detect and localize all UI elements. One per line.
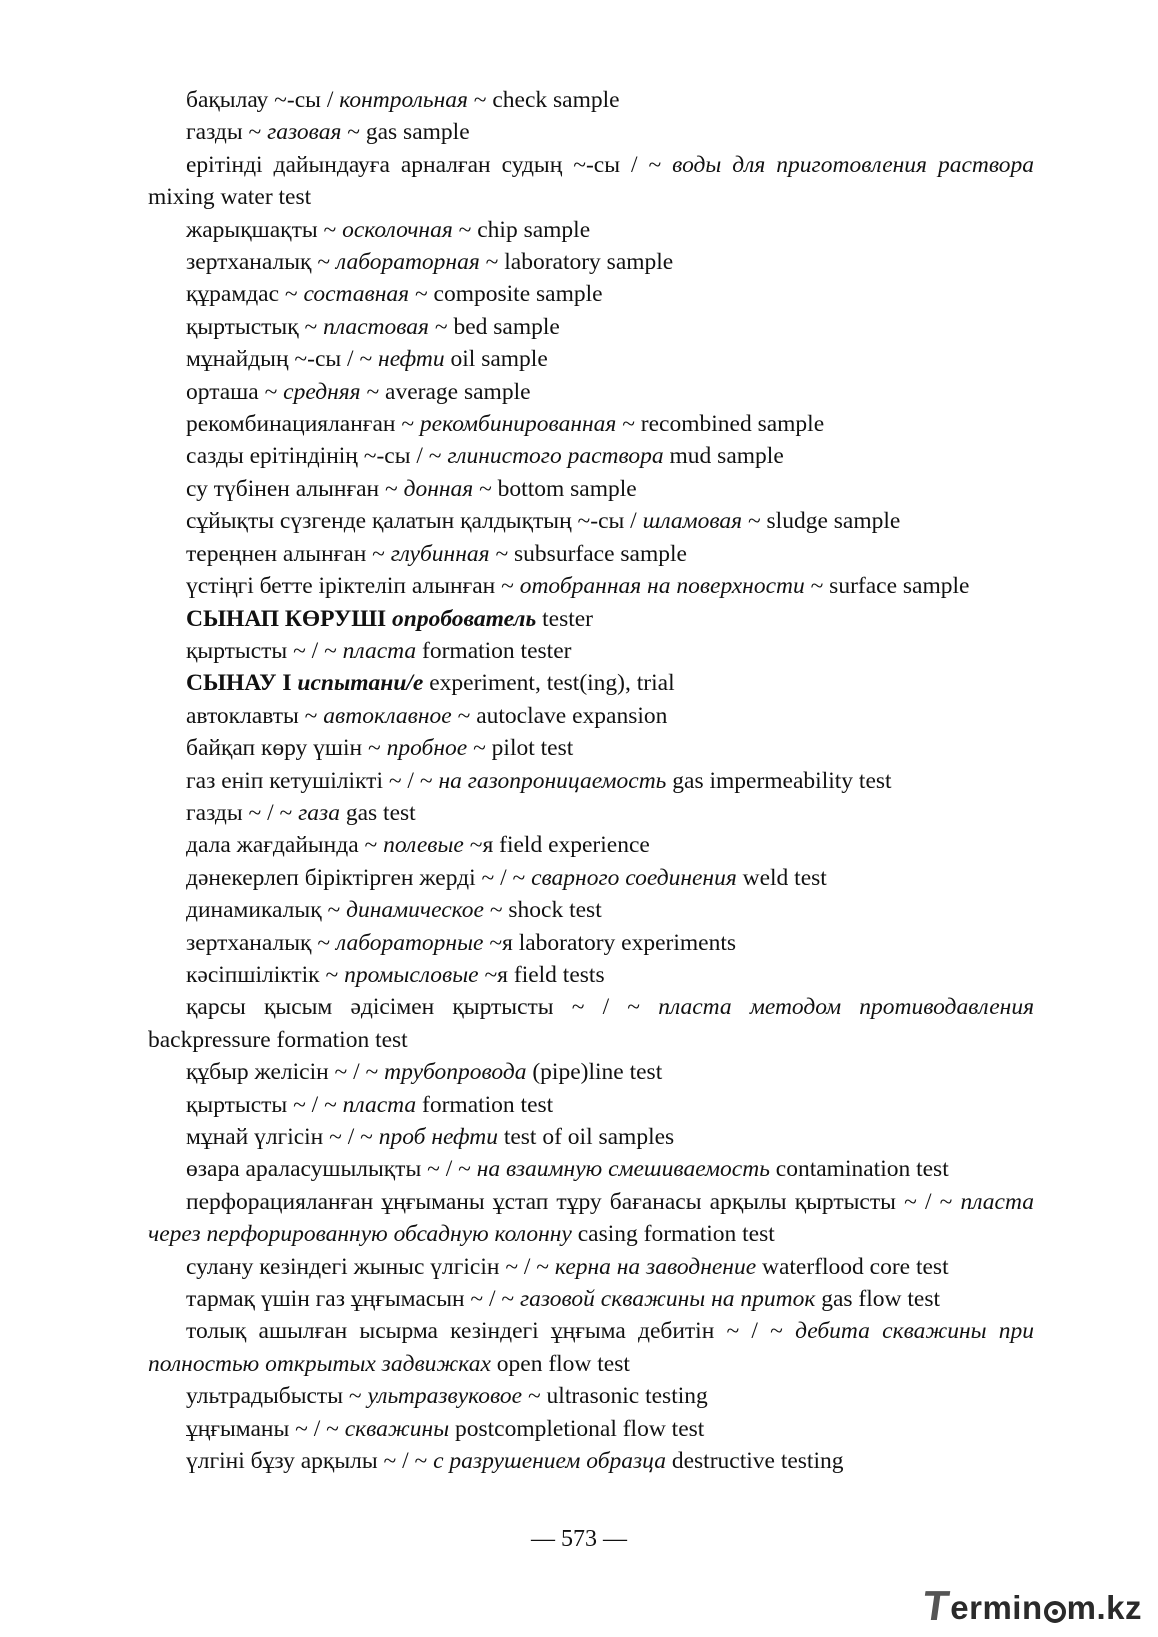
entry-text: қарсы қысым әдісімен қыртысты ~ / ~ [186, 994, 659, 1021]
entry-text: бақылау ~-сы / [186, 87, 340, 113]
entry-text: зертханалық ~ [186, 929, 336, 956]
entry-text: postcompletional flow test [449, 1415, 705, 1442]
entry-text: тармақ үшін газ ұңғымасын ~ / ~ [186, 1286, 521, 1313]
russian-term: с разрушением образца [433, 1448, 666, 1475]
entry-text: ~ check sample [467, 87, 620, 113]
russian-term: осколочная [342, 216, 453, 243]
dictionary-entry [148, 149, 1034, 214]
russian-term: газовая [267, 119, 342, 146]
russian-headword: опробователь [392, 605, 537, 632]
entry-text: ұңғыманы ~ / ~ [186, 1415, 345, 1442]
entry-text: oil sample [444, 346, 548, 373]
entry-text: дәнекерлеп біріктірген жерді ~ / ~ [186, 864, 532, 891]
entry-text: үстіңгі бетте іріктеліп алынған ~ [186, 573, 520, 600]
russian-term: нефти [378, 346, 445, 373]
entry-text: ~ bottom sample [473, 475, 637, 502]
russian-term: пробное [386, 735, 468, 762]
dictionary-entry [148, 408, 1034, 440]
entry-text: кәсіпшіліктік ~ [186, 961, 345, 988]
entry-text: ~ autoclave expansion [451, 702, 668, 729]
russian-term: лабораторные [335, 929, 484, 956]
entry-text: ~я field tests [478, 961, 605, 988]
watermark-text-part1: ermin [950, 1589, 1043, 1626]
entry-text: автоклавты ~ [186, 702, 324, 729]
dictionary-entry [148, 700, 1034, 732]
entry-text: gas flow test [815, 1286, 940, 1313]
dictionary-entry [148, 84, 1034, 116]
entry-text: тереңнен алынған ~ [186, 540, 391, 567]
entry-text: газ еніп кетушілікті ~ / ~ [186, 767, 439, 794]
russian-term: контрольная [339, 87, 468, 113]
entry-text: ерітінді дайындауға арналған судың ~-сы / ~ [186, 151, 673, 178]
russian-term: составная [303, 281, 410, 308]
entry-text: ультрадыбысты ~ [186, 1383, 368, 1410]
russian-term: пласта [342, 637, 417, 664]
russian-term: керна на заводнение [554, 1253, 757, 1280]
russian-term: дебита скважины при полностью открытых задвижках [148, 1318, 1034, 1377]
dictionary-entry [148, 570, 1034, 602]
dictionary-entry [148, 278, 1034, 310]
entry-text: open flow test [490, 1350, 630, 1377]
entry-text: waterflood core test [756, 1253, 949, 1280]
entry-text: ~ pilot test [467, 735, 574, 762]
dictionary-entry [148, 765, 1034, 797]
dictionary-entry [148, 214, 1034, 246]
entry-text: қыртысты ~ / ~ [186, 637, 343, 664]
dictionary-entry [148, 991, 1034, 1056]
dictionary-entry [148, 376, 1034, 408]
dictionary-entry [148, 732, 1034, 764]
entry-text: дала жағдайында ~ [186, 832, 384, 859]
entry-text: ~ shock test [483, 897, 602, 924]
entry-text: ~ bed sample [428, 313, 560, 340]
entry-text: ~ gas sample [341, 119, 470, 146]
dictionary-entry [148, 667, 1034, 699]
headword: СЫНАП КӨРУШІ [186, 605, 387, 632]
entry-text: mixing water test [148, 184, 312, 211]
entry-text: орташа ~ [186, 378, 284, 405]
dictionary-entry [148, 927, 1034, 959]
site-watermark-logo [919, 1582, 1142, 1629]
entry-text: mud sample [663, 443, 784, 470]
dictionary-entry [148, 246, 1034, 278]
entry-text: сазды ерітіндінің ~-сы / ~ [186, 443, 448, 470]
headword: СЫНАУ І [186, 670, 292, 697]
dictionary-entry [148, 440, 1034, 472]
russian-term: газовой скважины на приток [520, 1286, 816, 1313]
dictionary-entry [148, 1186, 1034, 1251]
russian-term: сварного соединения [531, 864, 737, 891]
russian-term: пласта методом противодавления [658, 994, 1034, 1021]
entry-text: experiment, test(ing), trial [423, 670, 675, 697]
watermark-text-part2: m.kz [1066, 1589, 1142, 1626]
entry-text: (pipe)line test [526, 1059, 663, 1086]
entry-text: газды ~ [186, 119, 268, 146]
dictionary-entry [148, 1380, 1034, 1412]
entry-text: formation tester [416, 637, 572, 664]
russian-term: шламовая [642, 508, 743, 535]
dictionary-entry [148, 1121, 1034, 1153]
dictionary-entry [148, 1445, 1034, 1477]
entry-text: ~ recombined sample [616, 411, 825, 438]
entry-text: ~ composite sample [409, 281, 603, 308]
entry-text: өзара араласушылықты ~ / ~ [186, 1156, 477, 1183]
entry-text: зертханалық ~ [186, 249, 336, 276]
dictionary-entry [148, 116, 1034, 148]
russian-term: трубопровода [384, 1059, 527, 1086]
entry-text: ~ subsurface sample [489, 540, 687, 567]
dictionary-entry [148, 1315, 1034, 1380]
dictionary-entry [148, 473, 1034, 505]
logo-t-glyph-icon: T [919, 1582, 953, 1629]
page-number: — 573 — [531, 1526, 627, 1552]
russian-term: промысловые [344, 961, 479, 988]
entry-text: gas impermeability test [666, 767, 892, 794]
entry-text: мұнай үлгісін ~ / ~ [186, 1124, 379, 1150]
dictionary-entry [148, 797, 1034, 829]
russian-term: пластовая [323, 313, 429, 340]
russian-term: на газопроницаемость [438, 767, 667, 794]
russian-term: глинистого раствора [447, 443, 664, 470]
entry-text: динамикалық ~ [186, 897, 347, 924]
dictionary-entry [148, 1283, 1034, 1315]
russian-term: динамическое [346, 897, 484, 924]
entry-text: ~ ultrasonic testing [522, 1383, 708, 1410]
entry-text: газды ~ / ~ [186, 799, 299, 826]
dictionary-entry [148, 603, 1034, 635]
dictionary-entry [148, 829, 1034, 861]
dictionary-entry [148, 1089, 1034, 1121]
entry-text: қыртыстық ~ [186, 313, 324, 340]
entry-text: ~ average sample [360, 378, 531, 405]
entry-text: tester [536, 605, 593, 632]
russian-term: донная [403, 475, 474, 502]
russian-term: автоклавное [323, 702, 452, 729]
entry-text: құрамдас ~ [186, 281, 304, 308]
entry-text: contamination test [769, 1156, 949, 1183]
entry-text: gas test [339, 799, 416, 826]
entry-text: test of oil samples [497, 1124, 675, 1150]
entry-text: ~ laboratory sample [479, 249, 674, 276]
russian-term: лабораторная [335, 249, 480, 276]
russian-term: газа [298, 799, 340, 826]
entry-text: ~я field experience [463, 832, 650, 859]
dictionary-entry [148, 959, 1034, 991]
entry-text: сұйықты сүзгенде қалатын қалдықтың ~-сы / [186, 508, 643, 535]
dictionary-entry [148, 311, 1034, 343]
dictionary-entries [148, 84, 1034, 1477]
dictionary-entry [148, 1413, 1034, 1445]
russian-term: рекомбинированная [419, 411, 617, 438]
russian-headword: испытани/е [297, 670, 424, 697]
russian-term: ультразвуковое [367, 1383, 523, 1410]
entry-text: рекомбинацияланған ~ [186, 411, 420, 438]
entry-text: ~ chip sample [452, 216, 591, 243]
dictionary-entry [148, 1153, 1034, 1185]
entry-text: ~ sludge sample [742, 508, 901, 535]
entry-text: ~я laboratory experiments [483, 929, 737, 956]
dictionary-entry [148, 505, 1034, 537]
russian-term: скважины [344, 1415, 450, 1442]
entry-text: formation test [416, 1091, 554, 1118]
entry-text: destructive testing [665, 1448, 844, 1475]
russian-term: глубинная [390, 540, 490, 567]
dictionary-entry [148, 1056, 1034, 1088]
russian-term: воды для приготовления раствора [672, 151, 1034, 178]
entry-text: перфорацияланған ұңғыманы ұстап тұру бағанасы арқылы қыртысты ~ / ~ [186, 1188, 961, 1215]
logo-o-ring-icon [1044, 1601, 1066, 1623]
entry-text: casing formation test [571, 1221, 775, 1248]
russian-term: средняя [283, 378, 361, 405]
entry-text: байқап көру үшін ~ [186, 735, 387, 762]
russian-term: отобранная на поверхности [519, 573, 805, 600]
dictionary-entry [148, 862, 1034, 894]
entry-text: мұнайдың ~-сы / ~ [186, 346, 379, 373]
entry-text: ~ surface sample [804, 573, 970, 600]
russian-term: проб нефти [378, 1124, 498, 1150]
entry-text: сулану кезіндегі жыныс үлгісін ~ / ~ [186, 1253, 555, 1280]
entry-text: backpressure formation test [148, 1026, 408, 1053]
entry-text: құбыр желісін ~ / ~ [186, 1059, 385, 1086]
dictionary-entry [148, 538, 1034, 570]
russian-term: на взаимную смешиваемость [476, 1156, 770, 1183]
dictionary-entry [148, 894, 1034, 926]
dictionary-entry [148, 343, 1034, 375]
entry-text: жарықшақты ~ [186, 216, 343, 243]
dictionary-entry [148, 1251, 1034, 1283]
dictionary-entry [148, 635, 1034, 667]
entry-text: су түбінен алынған ~ [186, 475, 404, 502]
russian-term: пласта через перфорированную обсадную колонну [148, 1188, 1034, 1248]
russian-term: полевые [383, 832, 464, 859]
entry-text: қыртысты ~ / ~ [186, 1091, 343, 1118]
entry-text: үлгіні бұзу арқылы ~ / ~ [186, 1448, 434, 1475]
russian-term: пласта [342, 1091, 417, 1118]
entry-text: weld test [736, 864, 827, 891]
entry-text: толық ашылған ысырма кезіндегі ұңғыма дебитін ~ / ~ [186, 1318, 796, 1345]
